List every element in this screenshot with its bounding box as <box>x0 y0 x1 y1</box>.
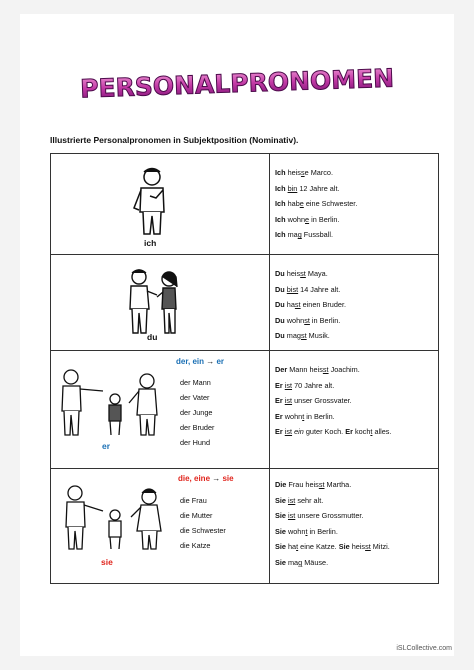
sentence-list-ich <box>270 154 438 243</box>
sentence: Ich heisse Marco. <box>275 168 334 177</box>
worksheet-page <box>20 14 454 656</box>
family-men-figure-icon <box>53 365 163 441</box>
sentence: Sie hat eine Katze. Sie heisst Mitzi. <box>275 542 390 552</box>
table-row-er <box>51 351 439 469</box>
sentence-list-sie <box>270 469 438 571</box>
sentence: Du hast einen Bruder. <box>275 300 347 310</box>
table-row-du <box>51 255 439 351</box>
noun-item: der Vater <box>180 393 210 402</box>
boy-and-girl-figure-icon <box>121 265 191 337</box>
pronoun-table <box>50 153 439 584</box>
noun-list-er <box>180 375 214 450</box>
illustration-cell-ich <box>51 154 270 255</box>
gender-rule-er: der, ein → er <box>176 357 225 366</box>
sentence: Ich mag Fussball. <box>275 230 334 240</box>
arrow-right-icon: → <box>212 474 221 483</box>
sentence-list-er <box>270 351 438 440</box>
sentences-cell-er <box>270 351 439 469</box>
illustration-cell-er <box>51 351 270 469</box>
worksheet-subtitle: Illustrierte Personalpronomen in Subjektposition (Nominativ). <box>50 135 299 145</box>
boy-figure-icon <box>126 166 178 238</box>
noun-item: der Junge <box>180 408 213 417</box>
worksheet-title <box>20 56 454 104</box>
noun-item: die Mutter <box>180 511 213 520</box>
noun-item: der Bruder <box>180 423 215 432</box>
noun-item: der Mann <box>180 378 211 387</box>
family-women-figure-icon <box>57 483 167 555</box>
sentence: Sie ist unsere Grossmutter. <box>275 511 364 521</box>
title-text: PERSONALPRONOMEN <box>79 63 395 104</box>
noun-item: die Katze <box>180 541 211 550</box>
sentences-cell-sie <box>270 469 439 584</box>
noun-item: die Frau <box>180 496 207 505</box>
table-row-sie <box>51 469 439 584</box>
illustration-cell-sie <box>51 469 270 584</box>
sentence: Er ist 70 Jahre alt. <box>275 380 335 390</box>
pronoun-label-sie: sie <box>101 557 113 567</box>
sentence: Ich bin 12 Jahre alt. <box>275 183 340 193</box>
sentence: Du wohnst in Berlin. <box>275 315 341 325</box>
sentence: Du magst Musik. <box>275 331 330 341</box>
pronoun-label-er: er <box>102 441 111 451</box>
sentence: Ich habe eine Schwester. <box>275 199 358 209</box>
sentence: Du heisst Maya. <box>275 269 328 278</box>
noun-item: die Schwester <box>180 526 226 535</box>
table-row-ich <box>51 154 439 255</box>
sentence-list-du <box>270 255 438 344</box>
sentence: Sie mag Mäuse. <box>275 557 329 567</box>
noun-item: der Hund <box>180 438 211 447</box>
sentences-cell-ich <box>270 154 439 255</box>
title-wordart <box>79 56 395 104</box>
sentence: Sie wohnt in Berlin. <box>275 526 338 536</box>
sentence: Er ist unser Grossvater. <box>275 396 352 406</box>
sentence: Die Frau heisst Martha. <box>275 480 352 489</box>
pronoun-label-du: du <box>147 332 158 342</box>
sentence: Der Mann heisst Joachim. <box>275 365 360 374</box>
sentence: Sie ist sehr alt. <box>275 495 324 505</box>
sentence: Er ist ein guter Koch. Er kocht alles. <box>275 427 392 437</box>
sentence: Er wohnt in Berlin. <box>275 411 335 421</box>
noun-list-sie <box>180 493 226 553</box>
sentences-cell-du <box>270 255 439 351</box>
sentence: Ich wohne in Berlin. <box>275 214 340 224</box>
gender-rule-sie: die, eine → sie <box>178 474 234 483</box>
illustration-cell-du <box>51 255 270 351</box>
pronoun-label-ich: ich <box>144 238 157 248</box>
site-watermark: iSLCollective.com <box>396 645 452 652</box>
sentence: Du bist 14 Jahre alt. <box>275 284 341 294</box>
arrow-right-icon: → <box>206 357 215 366</box>
